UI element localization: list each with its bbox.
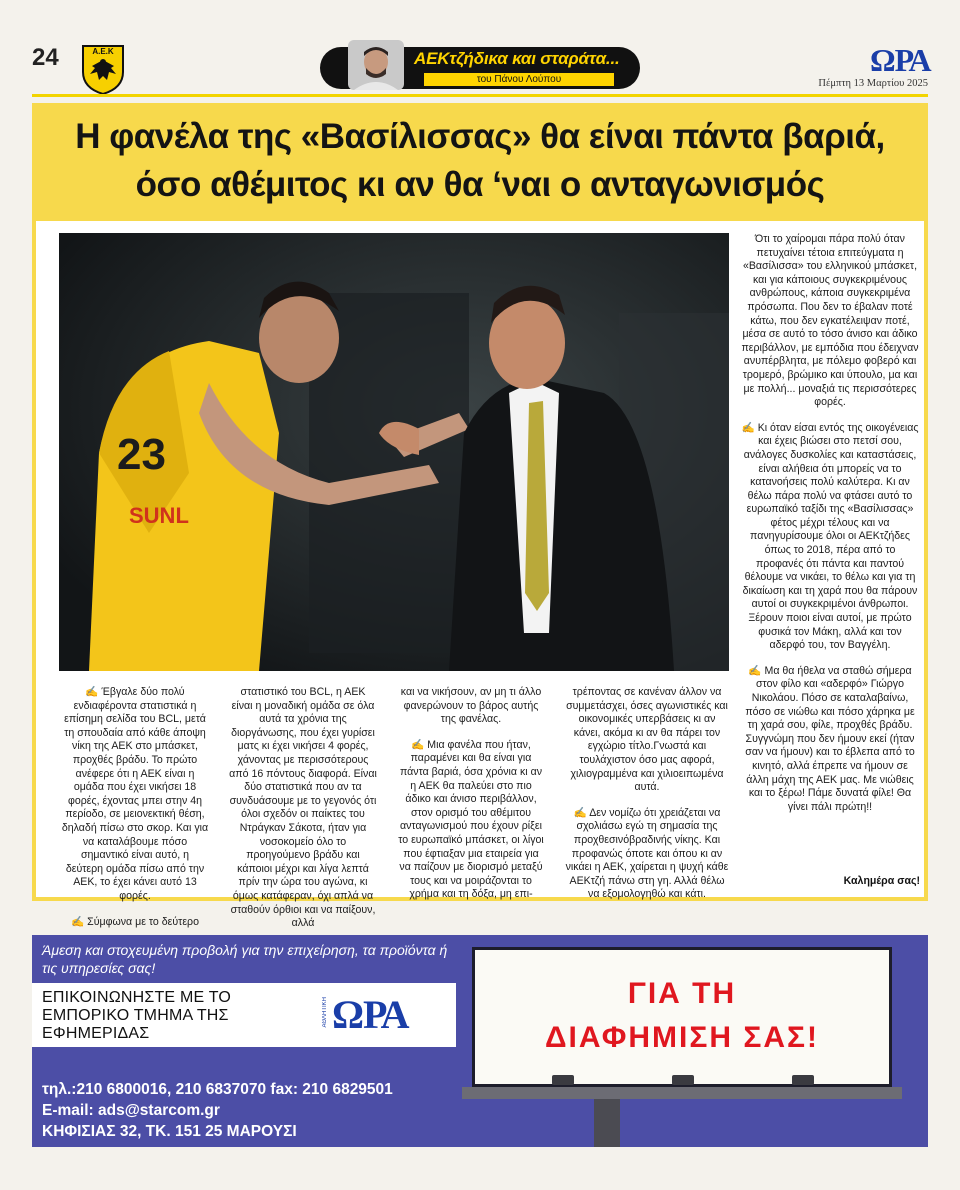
ad-contact-label: ΕΠΙΚΟΙΝΩΝΗΣΤΕ ΜΕ ΤΟ ΕΜΠΟΡΙΚΟ ΤΜΗΜΑ ΤΗΣ ΕΦΗΜΕΡΙΔΑΣ <box>42 989 232 1042</box>
columnist-photo <box>348 40 404 90</box>
billboard-post <box>594 1099 620 1147</box>
headline <box>32 113 928 209</box>
ad-phone: τηλ.:210 6800016, 210 6837070 fax: 210 6829501 <box>42 1081 393 1098</box>
header-divider <box>32 94 928 97</box>
article-photo <box>59 233 729 671</box>
crest-label: Α.Ε.Κ <box>92 47 114 56</box>
paragraph: ✍ Μα θα ήθελα να σταθώ σήμερα στον φίλο και «αδερφό» Γιώργο Νικολάου. Πόσο σε καταλαβαίνω, πόσο σε νιώθω και πόσο χάρηκα με τη χαρά σου, φίλε, προχθές βράδυ. Συγγνώμη που δεν ήμουν εκεί (ήταν σαν να ήμουν) και το έβλεπα από το κινητό, αλλά έπρεπε να ήμουν σε άλλη μάχη της ΑΕΚ μας. Με νιώθεις και το ξέρω! Πάμε δυνατά φίλε! Θα γίνει πάλι πρώτη!! <box>745 664 915 813</box>
column-byline: του Πάνου Λούπου <box>424 73 614 86</box>
ad-brand-logo: ΩΡΑ <box>332 992 409 1037</box>
billboard-lamp-icon <box>792 1075 814 1085</box>
jersey-number: 23 <box>117 430 166 479</box>
column-title: ΑΕΚτζήδικα και σταράτα... <box>414 49 620 68</box>
ad-contact-box <box>32 983 456 1047</box>
headline-box <box>32 103 928 221</box>
page-header <box>0 0 960 100</box>
billboard-lamp-icon <box>672 1075 694 1085</box>
billboard-text <box>475 972 889 1060</box>
page-number: 24 <box>32 44 59 71</box>
paragraph: ✍ Έβγαλε δύο πολύ ενδιαφέροντα στατιστικά η επίσημη σελίδα του BCL, μετά τη σπουδαία από κάθε άποψη νίκη της ΑΕΚ στο μπάσκετ, προχθές βράδυ. Το πρώτο ανέφερε ότι η ΑΕΚ είναι η ομάδα που έχει νικήσει 18 φορές, έχοντας μπει στην 4η περίοδο, σε μειονεκτική θέση, δηλαδή πίσω στο σκορ. Και για να καταλάβουμε πόσο σημαντικό είναι αυτό, η δεύτερη ομάδα πίσω από την ΑΕΚ, το έχει κάνει αυτό 13 φορές. <box>61 686 209 902</box>
paragraph: ✍ Μια φανέλα που ήταν, παραμένει και θα είναι για πάντα βαριά, όσα χρόνια κι αν η ΑΕΚ θα παλεύει στο πιο άδικο και άνισο περιβάλλον, στον ορισμό του αθέμιτου ανταγωνισμού που έχουν ρίξει το ευρωπαϊκό μπάσκετ, οι λίγοι που έφτιαξαν μια εταιρεία για να παίζουν με διορισμό μεταξύ τους και να μοιράζονται το χρήμα και τη δόξα, μη επι- <box>398 738 544 901</box>
brand-logo: ΩΡΑ <box>870 42 931 78</box>
paragraph: ✍ Κι όταν είσαι εντός της οικογένειας και έχεις βιώσει στο πετσί σου, ανάλογες δυσκολίες και καταστάσεις, είναι αλήθεια ότι μπορείς να το κατανοήσεις πολύ καλύτερα. Κι αν θέλω πάρα πολύ να φτάσει αυτό το ευρωπαϊκό ταξίδι της «Βασίλισσας» φέτος μέχρι τέλους και να πανηγυρίσουμε όλοι οι ΑΕΚτζήδες όπως το 2018, πέρα από το προφανές ότι πάντα και παντού θέλουμε να νικάει, το θέλω και για τη δικαίωση και τη χαρά που θα πάρουν αυτοί οι συγκεκριμένοι άνθρωποι. Ξέρουν ποιοι είναι αυτοί, με πρώτο φυσικά τον Μάκη, αλλά και τον αδερφό του, τον Βαγγέλη. <box>741 421 919 652</box>
article-body <box>32 221 928 930</box>
ad-tagline: Άμεση και στοχευμένη προβολή για την επιχείρηση, τα προϊόντα ή τις υπηρεσίες σας! <box>42 942 448 976</box>
jersey-sponsor: SUNL <box>129 503 189 528</box>
headline-line-1: Η φανέλα της «Βασίλισσας» θα είναι πάντα βαριά, <box>75 117 885 156</box>
billboard-lamp-icon <box>552 1075 574 1085</box>
paragraph: στατιστικό του BCL, η ΑΕΚ είναι η μοναδική ομάδα σε όλα αυτά τα χρόνια της διοργάνωσης, που έχει γυρίσει ματς κι έχει νικήσει 4 φορές, χάνοντας με περισσότερους από 16 πόντους διαφορά. Είναι δύο στατιστικά που αν τα συνδυάσουμε με το γεγονός ότι όλοι σχεδόν οι παίκτες του Ντράγκαν Σάκοτα, ήταν για νοσοκομείο όλο το προηγούμενο βράδυ και κάποιοι μέχρι και λίγα λεπτά πρίν την ώρα του αγώνα, κι όμως κατάφεραν, όχι απλά να σταθούν όρθιοι και να παίξουν, αλλά <box>229 686 377 930</box>
billboard-ledge <box>462 1087 902 1099</box>
article-signoff: Καλημέρα σας! <box>843 875 920 887</box>
aek-crest-icon <box>80 42 126 96</box>
article-column-4 <box>565 686 729 914</box>
ad-brand-sub: ΑΘΛΗΤΙΚΗ <box>322 997 328 1028</box>
ad-contact-details <box>42 1079 462 1142</box>
issue-date: Πέμπτη 13 Μαρτίου 2025 <box>818 78 928 89</box>
paragraph: ✍ Σύμφωνα με το δεύτερο <box>71 915 199 928</box>
article-column-3 <box>397 686 545 914</box>
paragraph: τρέποντας σε κανέναν άλλον να συμμετάσχει, όσες αγωνιστικές και οικονομικές υπερβάσεις κι αν κάνει, ακόμα κι αν θα πάρει τον εγχώριο τίτλο.Γνωστά και τουλάχιστον όσο μας αφορά, χιλιογραμμένα και χιλιοειπωμένα αυτά. <box>566 686 728 794</box>
billboard <box>472 947 892 1087</box>
ad-email: E-mail: ads@starcom.gr <box>42 1102 220 1119</box>
ad-address: ΚΗΦΙΣΙΑΣ 32, ΤΚ. 151 25 ΜΑΡΟΥΣΙ <box>42 1123 297 1140</box>
paragraph: Ότι το χαίρομαι πάρα πολύ όταν πετυχαίνει τέτοια επιτεύγματα η «Βασίλισσα» του ελληνικού μπάσκετ, και για κάποιους συγκεκριμένους ανθρώπους, κάποια συγκεκριμένα πρόσωπα. Που δεν το έβαλαν ποτέ κάτω, που δεν εγκατέλειψαν ποτέ, μέσα σε αυτό το τόσο άνισο και άδικο περιβάλλον, με εμπόδια που έδειχναν ανυπέρβλητα, με πόλεμο φοβερό και τρομερό, βρώμικο και ύπουλο, μα και με πολλή... μοναξιά τις περισσότερες φορές. <box>741 233 919 409</box>
billboard-line-2: ΔΙΑΦΗΜΙΣΗ ΣΑΣ! <box>544 1021 820 1054</box>
article-column-2 <box>229 686 377 943</box>
headline-line-2: όσο αθέμιτος κι αν θα ‘ναι ο ανταγωνισμός <box>135 165 825 204</box>
billboard-line-1: ΓΙΑ ΤΗ <box>627 977 737 1010</box>
paragraph: και να νικήσουν, αν μη τι άλλο φανερώνουν το βάρος αυτής της φανέλας. <box>400 686 542 726</box>
paragraph: ✍ Δεν νομίζω ότι χρειάζεται να σχολιάσω εγώ τη σημασία της προχθεσινόβραδινής νίκης. Και προφανώς όποτε και όπου κι αν νικάει η ΑΕΚ, χαίρεται η ψυχή κάθε ΑΕΚτζή πάνω στη γη. Αλλά θέλω να εξομολογηθώ και κάτι. <box>565 806 729 901</box>
article-column-1 <box>61 686 209 941</box>
advertisement <box>32 935 928 1147</box>
article-column-right <box>740 233 920 826</box>
